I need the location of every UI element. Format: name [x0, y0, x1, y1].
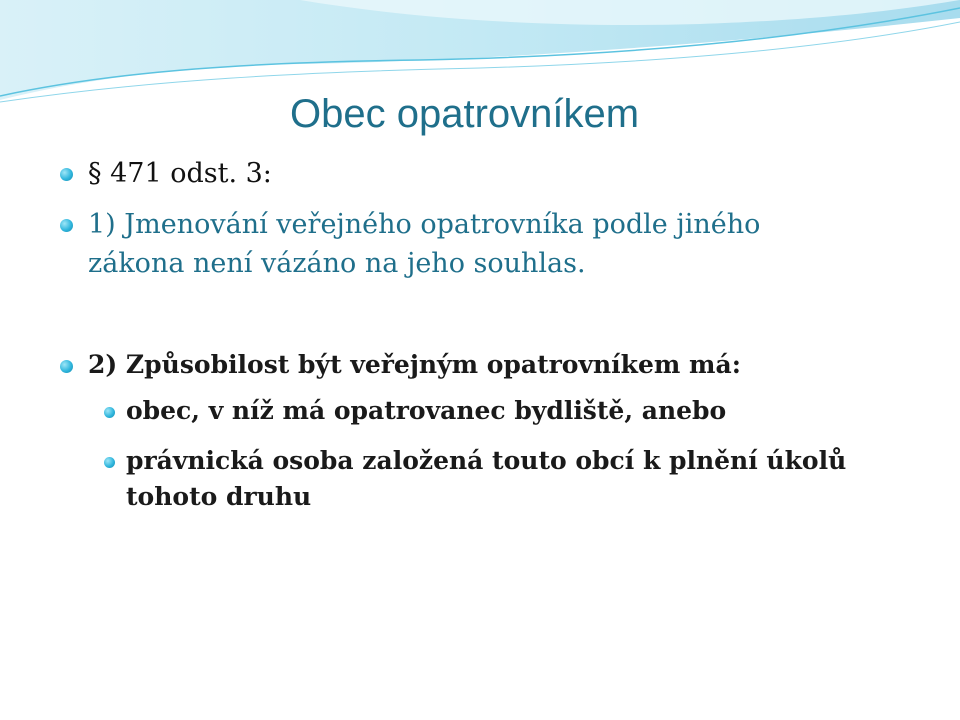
sub-bullet-legal-entity-line-1: právnická osoba založená touto obcí k plnění úkolů [126, 446, 847, 475]
bullet-dot-icon [60, 360, 73, 373]
slide-title: Obec opatrovníkem [290, 92, 640, 136]
statute-reference: § 471 odst. 3: [88, 158, 272, 189]
bullet-dot-icon [60, 219, 73, 232]
sub-bullet-legal-entity-line-2: tohoto druhu [126, 482, 312, 511]
bullet-dot-icon [104, 457, 115, 468]
bullet-dot-icon [104, 407, 115, 418]
sub-bullet-municipality-text: obec, v níž má opatrovanec bydliště, anebo [126, 396, 727, 425]
bullet-dot-icon [60, 168, 73, 181]
paragraph-2-heading: 2) Způsobilost být veřejným opatrovníkem má: [88, 350, 741, 379]
paragraph-1-line-1: 1) Jmenování veřejného opatrovníka podle jiného [88, 209, 761, 240]
paragraph-1-line-2: zákona není vázáno na jeho souhlas. [88, 248, 586, 279]
